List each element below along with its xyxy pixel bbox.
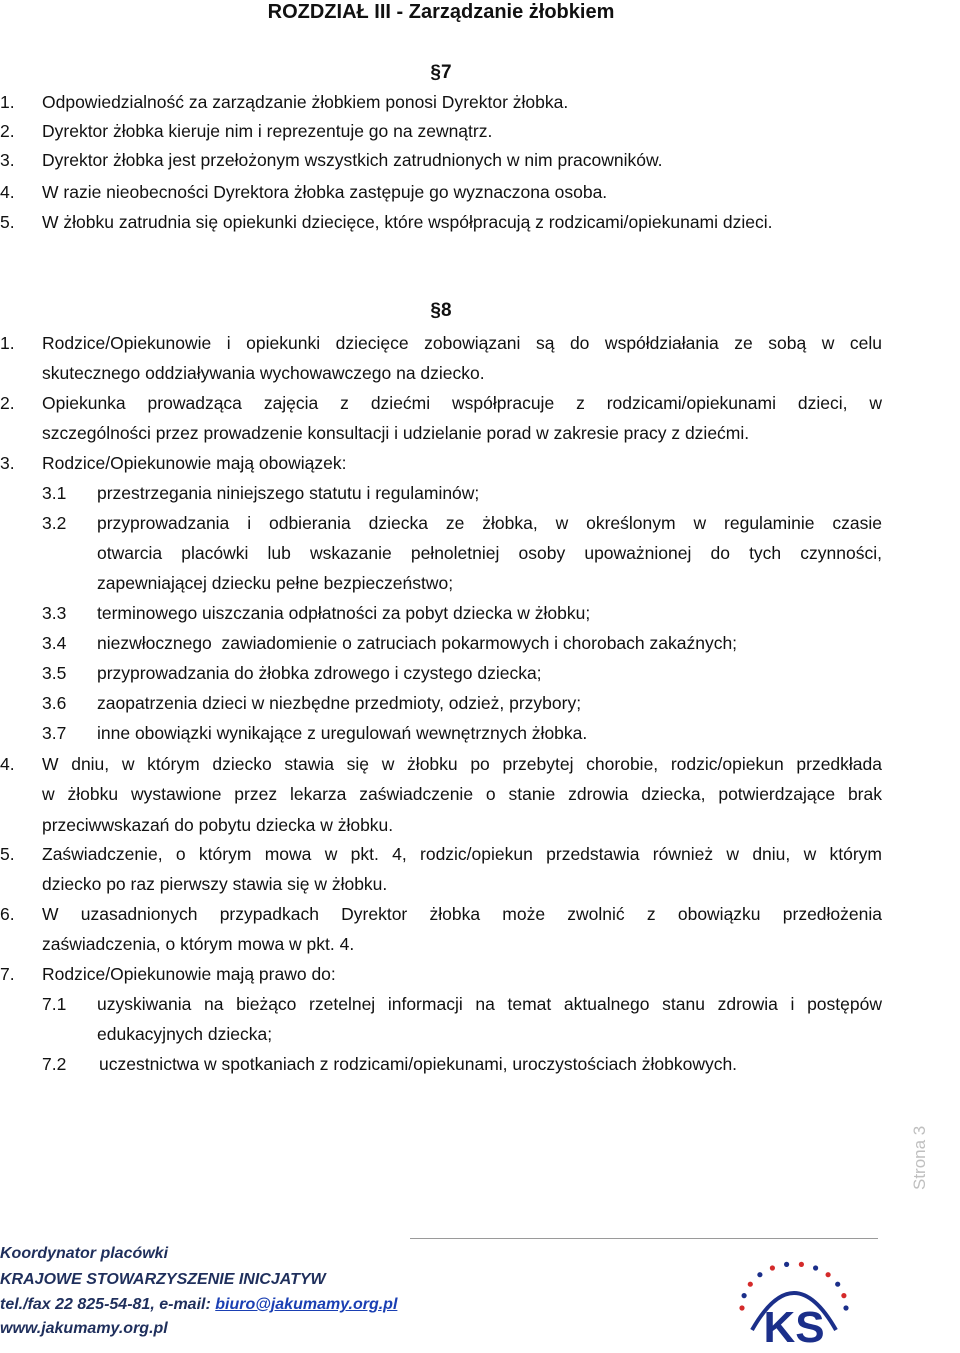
s8-sub-7-1-line-1: uzyskiwania na bieżąco rzetelnej informacji na temat aktualnego stanu zdrowia i postępów <box>97 994 882 1014</box>
logo-star-icon <box>784 1262 789 1267</box>
s8-sub-3-6-text: zaopatrzenia dzieci w niezbędne przedmioty, odzież, przybory; <box>97 693 582 713</box>
s8-sub-3-4-text: niezwłocznego zawiadomienie o zatruciach pokarmowych i chorobach zakaźnych; <box>97 633 738 653</box>
s8-sub-3-4-number: 3.4 <box>42 633 67 653</box>
section-8-heading: §8 <box>430 300 452 321</box>
s8-item-5-line-2: dziecko po raz pierwszy stawia się w żłobku. <box>42 874 388 894</box>
s8-sub-3-3-number: 3.3 <box>42 603 67 623</box>
s8-item-7-text: Rodzice/Opiekunowie mają prawo do: <box>42 964 336 984</box>
s8-sub-3-2-number: 3.2 <box>42 513 67 533</box>
s8-sub-3-7-number: 3.7 <box>42 723 67 743</box>
footer-website[interactable]: www.jakumamy.org.pl <box>0 1320 168 1337</box>
item-number: 2. <box>0 121 15 141</box>
footer-contact <box>0 1294 397 1316</box>
s8-item-5-number: 5. <box>0 844 15 864</box>
logo-star-icon <box>739 1305 744 1310</box>
logo-star-icon <box>843 1305 848 1310</box>
s8-sub-3-5-number: 3.5 <box>42 663 67 683</box>
s8-item-6-number: 6. <box>0 904 15 924</box>
email-link[interactable]: biuro@jakumamy.org.pl <box>215 1296 398 1313</box>
s8-sub-3-2-line-2: otwarcia placówki lub wskazanie pełnoletniej osoby upoważnionej do tych czynności, <box>97 543 882 563</box>
s8-sub-7-1-line-2: edukacyjnych dziecka; <box>97 1024 273 1044</box>
item-number: 1. <box>0 92 15 112</box>
organization-logo <box>732 1248 856 1353</box>
s8-sub-3-6-number: 3.6 <box>42 693 67 713</box>
logo-star-icon <box>770 1265 775 1270</box>
item-number: 3. <box>0 150 15 170</box>
footer-organization: KRAJOWE STOWARZYSZENIE INICJATYW <box>0 1271 326 1288</box>
s8-item-6-line-1: W uzasadnionych przypadkach Dyrektor żłobka może zwolnić z obowiązku przedłożenia <box>42 904 882 924</box>
s8-item-3-text: Rodzice/Opiekunowie mają obowiązek: <box>42 453 347 473</box>
s8-item-2-line-2: szczególności przez prowadzenie konsultacji i udzielanie porad w zakresie pracy z dziećmi. <box>42 423 750 443</box>
s8-sub-3-1-text: przestrzegania niniejszego statutu i regulaminów; <box>97 483 480 503</box>
logo-star-icon <box>757 1272 762 1277</box>
logo-star-icon <box>841 1293 846 1298</box>
logo-star-icon <box>748 1282 753 1287</box>
footer-contact-prefix: tel./fax 22 825-54-81, e-mail: <box>0 1296 216 1313</box>
s8-sub-7-2-text: uczestnictwa w spotkaniach z rodzicami/opiekunami, uroczystościach żłobkowych. <box>99 1054 738 1074</box>
s8-item-4-line-1: W dniu, w którym dziecko stawia się w żłobku po przebytej chorobie, rodzic/opiekun przedkłada <box>42 754 882 774</box>
item-text: W razie nieobecności Dyrektora żłobka zastępuje go wyznaczona osoba. <box>42 182 608 202</box>
s8-sub-3-1-number: 3.1 <box>42 483 67 503</box>
logo-star-icon <box>826 1272 831 1277</box>
logo-star-icon <box>799 1262 804 1267</box>
s8-item-2-number: 2. <box>0 393 15 413</box>
item-number: 4. <box>0 182 15 202</box>
s8-sub-3-2-line-3: zapewniającej dziecku pełne bezpieczeństwo; <box>97 573 454 593</box>
s8-sub-7-2-number: 7.2 <box>42 1054 67 1074</box>
s8-item-1-line-1: Rodzice/Opiekunowie i opiekunki dziecięce zobowiązani są do współdziałania ze sobą w celu <box>42 333 882 353</box>
s8-sub-3-2-line-1: przyprowadzania i odbierania dziecka ze żłobka, w określonym w regulaminie czasie <box>97 513 882 533</box>
logo-star-icon <box>835 1282 840 1287</box>
page-number: Strona 3 <box>910 1125 929 1190</box>
s8-item-4-line-2: w żłobku wystawione przez lekarza zaświadczenie o stanie zdrowia dziecka, potwierdzające brak <box>42 784 882 804</box>
s8-item-5-line-1: Zaświadczenie, o którym mowa w pkt. 4, rodzic/opiekun przedstawia również w dniu, w którym <box>42 844 882 864</box>
s8-item-1-number: 1. <box>0 333 15 353</box>
s8-item-4-number: 4. <box>0 754 15 774</box>
footer-coordinator: Koordynator placówki <box>0 1245 169 1262</box>
item-text: Dyrektor żłobka jest przełożonym wszystkich zatrudnionych w nim pracowników. <box>42 150 663 170</box>
item-text: Dyrektor żłobka kieruje nim i reprezentuje go na zewnątrz. <box>42 121 493 141</box>
s8-sub-7-1-number: 7.1 <box>42 994 67 1014</box>
s8-item-3-number: 3. <box>0 453 15 473</box>
s8-item-4-line-3: przeciwwskazań do pobytu dziecka w żłobku. <box>42 815 394 835</box>
s8-item-7-number: 7. <box>0 964 15 984</box>
item-text: Odpowiedzialność za zarządzanie żłobkiem ponosi Dyrektor żłobka. <box>42 92 569 112</box>
s8-sub-3-3-text: terminowego uiszczania odpłatności za pobyt dziecka w żłobku; <box>97 603 591 623</box>
s8-item-1-line-2: skutecznego oddziaływania wychowawczego na dziecko. <box>42 363 485 383</box>
item-text: W żłobku zatrudnia się opiekunki dziecięce, które współpracują z rodzicami/opiekunami dzieci. <box>42 212 773 232</box>
s8-item-2-line-1: Opiekunka prowadząca zajęcia z dziećmi współpracuje z rodzicami/opiekunami dzieci, w <box>42 393 882 413</box>
logo-text: KS <box>763 1303 825 1352</box>
s8-sub-3-7-text: inne obowiązki wynikające z uregulowań wewnętrznych żłobka. <box>97 723 588 743</box>
footer-divider <box>410 1238 878 1239</box>
item-number: 5. <box>0 212 15 232</box>
logo-star-icon <box>742 1293 747 1298</box>
s8-sub-3-5-text: przyprowadzania do żłobka zdrowego i czystego dziecka; <box>97 663 542 683</box>
logo-star-icon <box>813 1265 818 1270</box>
chapter-title: ROZDZIAŁ III - Zarządzanie żłobkiem <box>267 1 615 23</box>
section-7-heading: §7 <box>430 62 452 83</box>
s8-item-6-line-2: zaświadczenia, o którym mowa w pkt. 4. <box>42 934 355 954</box>
